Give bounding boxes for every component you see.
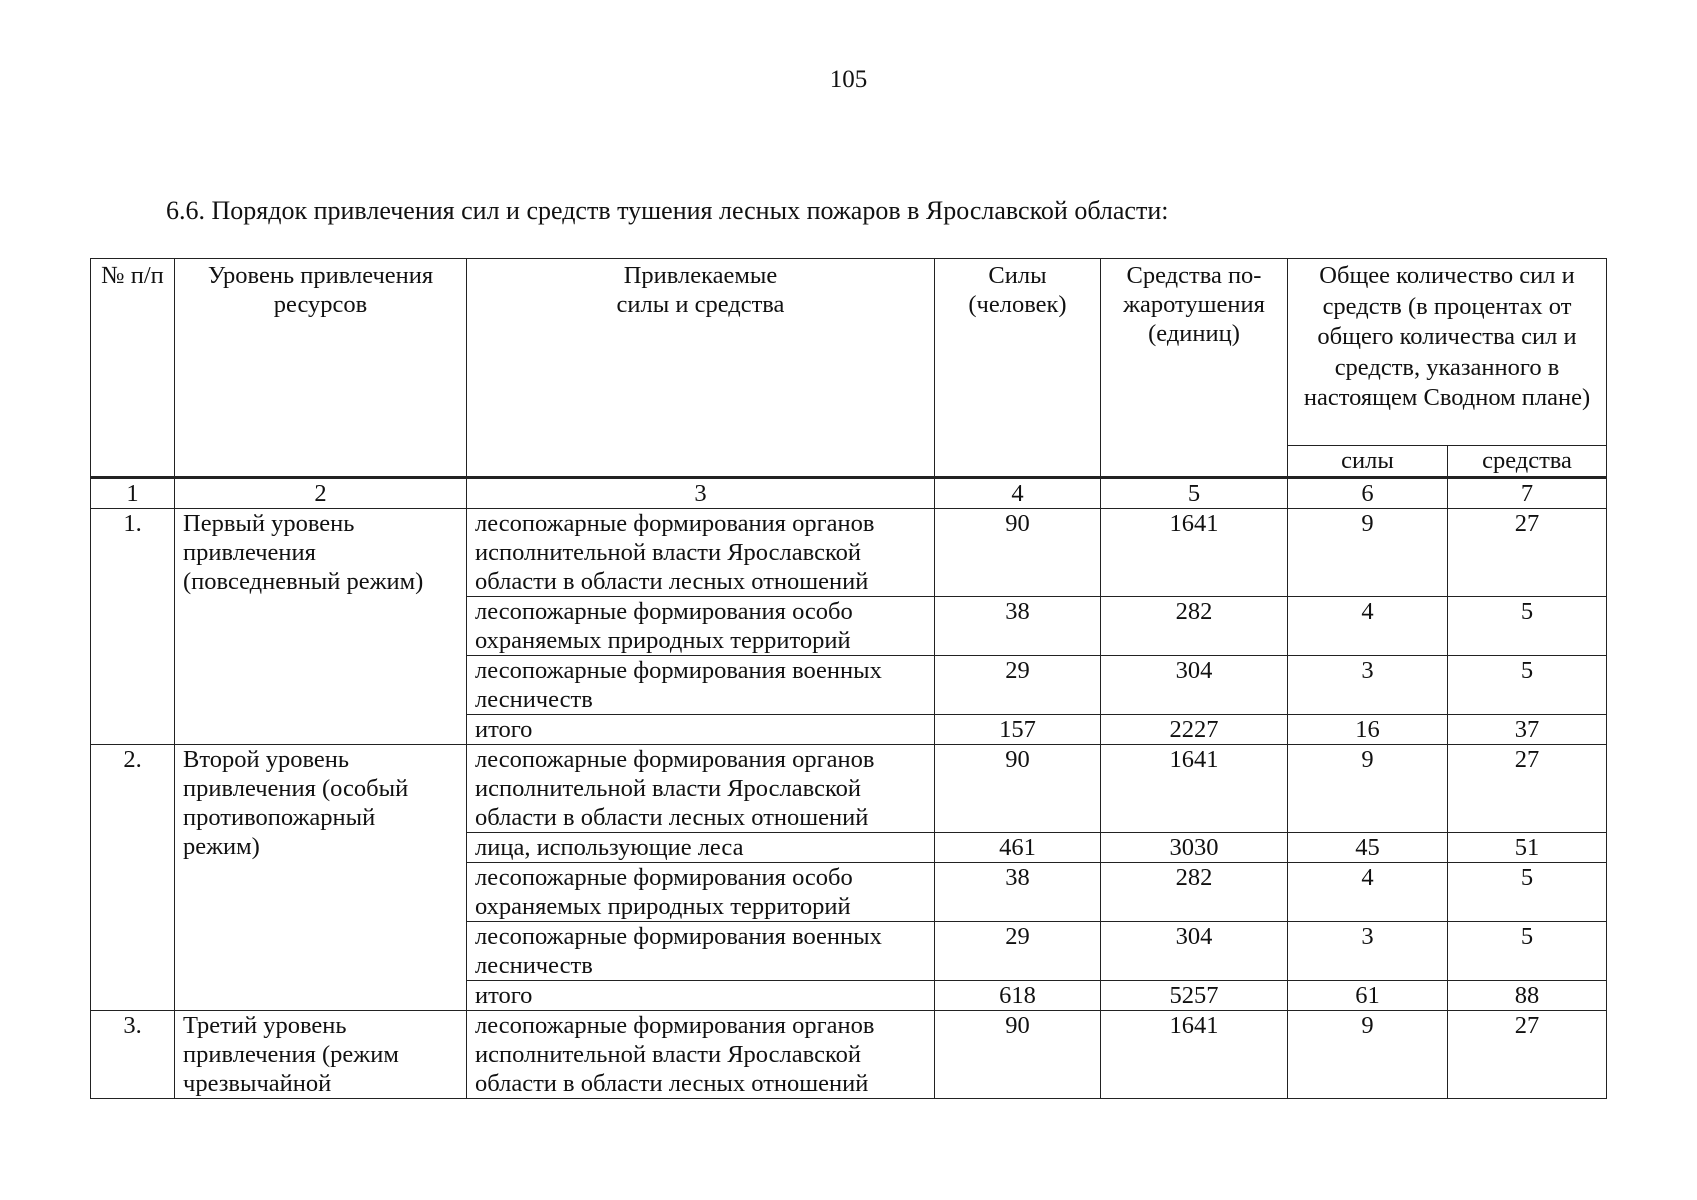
row-pct-forces: 9 xyxy=(1288,1011,1448,1099)
group-number: 1. xyxy=(91,509,175,745)
column-number: 2 xyxy=(175,478,467,509)
row-units: 282 xyxy=(1101,863,1288,922)
column-number: 7 xyxy=(1448,478,1607,509)
row-name: лесопожарные формирования органов исполнительной власти Ярославской области в области лесных отношений xyxy=(467,509,935,597)
row-people: 90 xyxy=(935,1011,1101,1099)
row-name: лесопожарные формирования особо охраняемых природных территорий xyxy=(467,863,935,922)
row-name: лица, использующие леса xyxy=(467,833,935,863)
row-units: 1641 xyxy=(1101,1011,1288,1099)
row-pct-forces: 9 xyxy=(1288,745,1448,833)
column-number: 4 xyxy=(935,478,1101,509)
group-level: Второй уровень привлечения (особый противопожарный режим) xyxy=(175,745,467,1011)
row-people: 618 xyxy=(935,981,1101,1011)
table-row xyxy=(91,509,1607,597)
row-units: 1641 xyxy=(1101,509,1288,597)
header-people: Силы (человек) xyxy=(935,259,1101,478)
column-number: 1 xyxy=(91,478,175,509)
row-people: 157 xyxy=(935,715,1101,745)
header-pct-means: средства xyxy=(1448,446,1607,478)
row-pct-forces: 4 xyxy=(1288,863,1448,922)
row-pct-means: 5 xyxy=(1448,863,1607,922)
header-forces-means: Привлекаемые силы и средства xyxy=(467,259,935,478)
page-number: 105 xyxy=(829,66,868,93)
row-pct-forces: 4 xyxy=(1288,597,1448,656)
row-units: 3030 xyxy=(1101,833,1288,863)
header-pct-forces: силы xyxy=(1288,446,1448,478)
header-num: № п/п xyxy=(91,259,175,478)
column-number: 6 xyxy=(1288,478,1448,509)
row-people: 90 xyxy=(935,745,1101,833)
group-number: 2. xyxy=(91,745,175,1011)
row-pct-forces: 16 xyxy=(1288,715,1448,745)
row-people: 29 xyxy=(935,656,1101,715)
table-body xyxy=(91,259,1607,1099)
group-number: 3. xyxy=(91,1011,175,1099)
row-pct-forces: 45 xyxy=(1288,833,1448,863)
column-number-row xyxy=(91,478,1607,509)
row-pct-means: 27 xyxy=(1448,509,1607,597)
row-pct-means: 5 xyxy=(1448,656,1607,715)
row-people: 90 xyxy=(935,509,1101,597)
row-units: 304 xyxy=(1101,656,1288,715)
table-row xyxy=(91,745,1607,833)
row-name: лесопожарные формирования органов исполнительной власти Ярославской области в области лесных отношений xyxy=(467,1011,935,1099)
row-units: 5257 xyxy=(1101,981,1288,1011)
group-level: Первый уровень привлечения (повседневный режим) xyxy=(175,509,467,745)
row-name: итого xyxy=(467,715,935,745)
row-pct-means: 88 xyxy=(1448,981,1607,1011)
row-units: 282 xyxy=(1101,597,1288,656)
forces-table xyxy=(90,258,1607,1099)
column-number: 5 xyxy=(1101,478,1288,509)
header-row xyxy=(91,259,1607,446)
row-people: 461 xyxy=(935,833,1101,863)
row-people: 38 xyxy=(935,863,1101,922)
row-pct-forces: 61 xyxy=(1288,981,1448,1011)
row-people: 29 xyxy=(935,922,1101,981)
row-pct-means: 37 xyxy=(1448,715,1607,745)
row-pct-means: 27 xyxy=(1448,1011,1607,1099)
row-pct-forces: 3 xyxy=(1288,922,1448,981)
row-name: лесопожарные формирования особо охраняемых природных территорий xyxy=(467,597,935,656)
row-pct-forces: 9 xyxy=(1288,509,1448,597)
row-pct-forces: 3 xyxy=(1288,656,1448,715)
group-level: Третий уровень привлечения (режим чрезвычайной xyxy=(175,1011,467,1099)
section-heading: 6.6. Порядок привлечения сил и средств тушения лесных пожаров в Ярославской области: xyxy=(166,196,1169,225)
row-name: итого xyxy=(467,981,935,1011)
row-pct-means: 51 xyxy=(1448,833,1607,863)
row-units: 1641 xyxy=(1101,745,1288,833)
row-name: лесопожарные формирования органов исполнительной власти Ярославской области в области лесных отношений xyxy=(467,745,935,833)
row-pct-means: 5 xyxy=(1448,597,1607,656)
row-name: лесопожарные формирования военных лесничеств xyxy=(467,656,935,715)
row-people: 38 xyxy=(935,597,1101,656)
header-units: Средства по-жаротушения (единиц) xyxy=(1101,259,1288,478)
row-units: 2227 xyxy=(1101,715,1288,745)
header-total-percent: Общее количество сил и средств (в процентах от общего количества сил и средств, указанного в настоящем Сводном плане) xyxy=(1288,259,1607,446)
row-pct-means: 27 xyxy=(1448,745,1607,833)
header-level: Уровень привлечения ресурсов xyxy=(175,259,467,478)
row-pct-means: 5 xyxy=(1448,922,1607,981)
row-name: лесопожарные формирования военных лесничеств xyxy=(467,922,935,981)
column-number: 3 xyxy=(467,478,935,509)
table-row xyxy=(91,1011,1607,1099)
row-units: 304 xyxy=(1101,922,1288,981)
